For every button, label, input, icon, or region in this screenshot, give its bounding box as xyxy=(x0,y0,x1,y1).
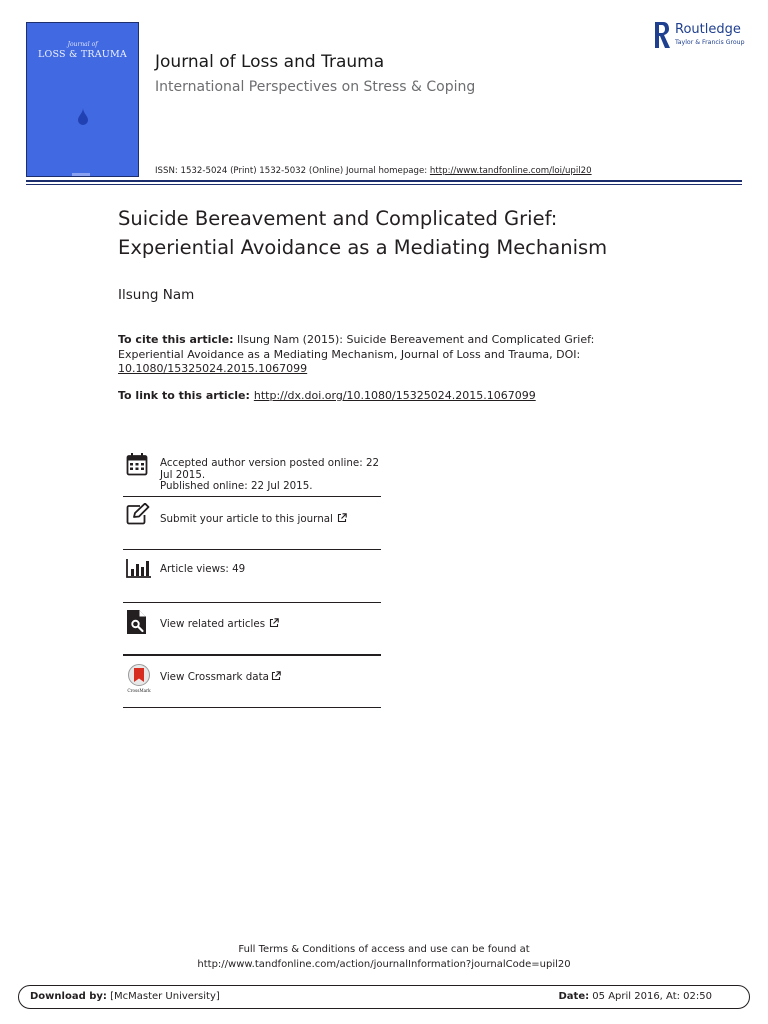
article-doi-url[interactable]: http://dx.doi.org/10.1080/15325024.2015.1067099 xyxy=(253,389,536,402)
edit-icon xyxy=(126,503,150,525)
cite-label: To cite this article: xyxy=(118,333,234,346)
cover-journal-of: Journal of xyxy=(67,41,98,48)
external-link-icon xyxy=(269,618,279,628)
crossmark-badge-text: CrossMark xyxy=(127,688,151,693)
article-views-row[interactable] xyxy=(123,550,381,602)
article-author[interactable]: Ilsung Nam xyxy=(118,287,195,303)
citation-block xyxy=(118,333,618,377)
external-link-icon xyxy=(337,513,347,523)
accepted-date-line-2: Jul 2015. xyxy=(160,468,206,481)
download-institution: [McMaster University] xyxy=(106,991,220,1002)
download-by xyxy=(30,991,220,1002)
date-value: 05 April 2016, At: 02:50 xyxy=(589,991,712,1002)
journal-subtitle: International Perspectives on Stress & Coping xyxy=(155,79,476,95)
published-date: Published online: 22 Jul 2015. xyxy=(160,480,313,492)
crossmark-row[interactable] xyxy=(123,656,381,707)
submit-article-link[interactable]: Submit your article to this journal xyxy=(160,513,333,525)
crossmark-icon xyxy=(126,663,152,693)
article-title xyxy=(118,204,718,262)
header-divider-thin xyxy=(26,184,742,185)
cover-drop-icon xyxy=(77,107,89,125)
submit-article-row[interactable] xyxy=(123,497,381,549)
publication-dates-row xyxy=(123,450,381,496)
crossmark-link[interactable]: View Crossmark data xyxy=(160,671,269,683)
article-title-line-2: Experiential Avoidance as a Mediating Mechanism xyxy=(118,236,608,259)
related-articles-link[interactable]: View related articles xyxy=(160,618,266,630)
calendar-icon xyxy=(126,452,148,476)
terms-url[interactable]: http://www.tandfonline.com/action/journalInformation?journalCode=upil20 xyxy=(197,959,571,970)
related-articles-row[interactable] xyxy=(123,603,381,655)
download-info-bar xyxy=(18,985,750,1009)
row-divider xyxy=(123,707,381,708)
download-date xyxy=(558,991,712,1002)
terms-line-1: Full Terms & Conditions of access and use can be found at xyxy=(238,944,530,955)
search-document-icon xyxy=(126,609,148,635)
cover-title: LOSS & TRAUMA xyxy=(38,49,127,60)
article-views[interactable]: Article views: 49 xyxy=(160,563,246,575)
publisher-group: Taylor & Francis Group xyxy=(675,39,745,46)
routledge-logo-icon xyxy=(653,20,671,50)
journal-title[interactable]: Journal of Loss and Trauma xyxy=(155,52,385,72)
external-link-icon xyxy=(271,671,281,681)
cite-text: Ilsung Nam (2015): Suicide Bereavement and Complicated Grief: Experiential Avoidance as a Mediating Mechanism, Journal of Loss and Trauma, DOI: xyxy=(118,333,595,361)
accepted-date-line-1: Accepted author version posted online: 22 xyxy=(160,457,380,469)
issn-text: ISSN: 1532-5024 (Print) 1532-5032 (Online) Journal homepage: xyxy=(155,166,430,176)
journal-cover-image xyxy=(26,22,139,177)
header-divider xyxy=(26,180,742,182)
article-link-line xyxy=(118,389,536,402)
issn-line xyxy=(155,166,592,176)
link-label: To link to this article: xyxy=(118,389,250,402)
journal-homepage-link[interactable]: http://www.tandfonline.com/loi/upil20 xyxy=(429,166,592,176)
bar-chart-icon xyxy=(126,558,152,578)
terms-and-conditions xyxy=(0,942,768,972)
cover-publisher-mark xyxy=(72,173,90,177)
publisher-name: Routledge xyxy=(675,22,741,37)
download-label: Download by: xyxy=(30,991,107,1002)
cite-doi-link[interactable]: 10.1080/15325024.2015.1067099 xyxy=(118,362,308,375)
date-label: Date: xyxy=(558,991,590,1002)
article-title-line-1: Suicide Bereavement and Complicated Grief: xyxy=(118,207,558,230)
